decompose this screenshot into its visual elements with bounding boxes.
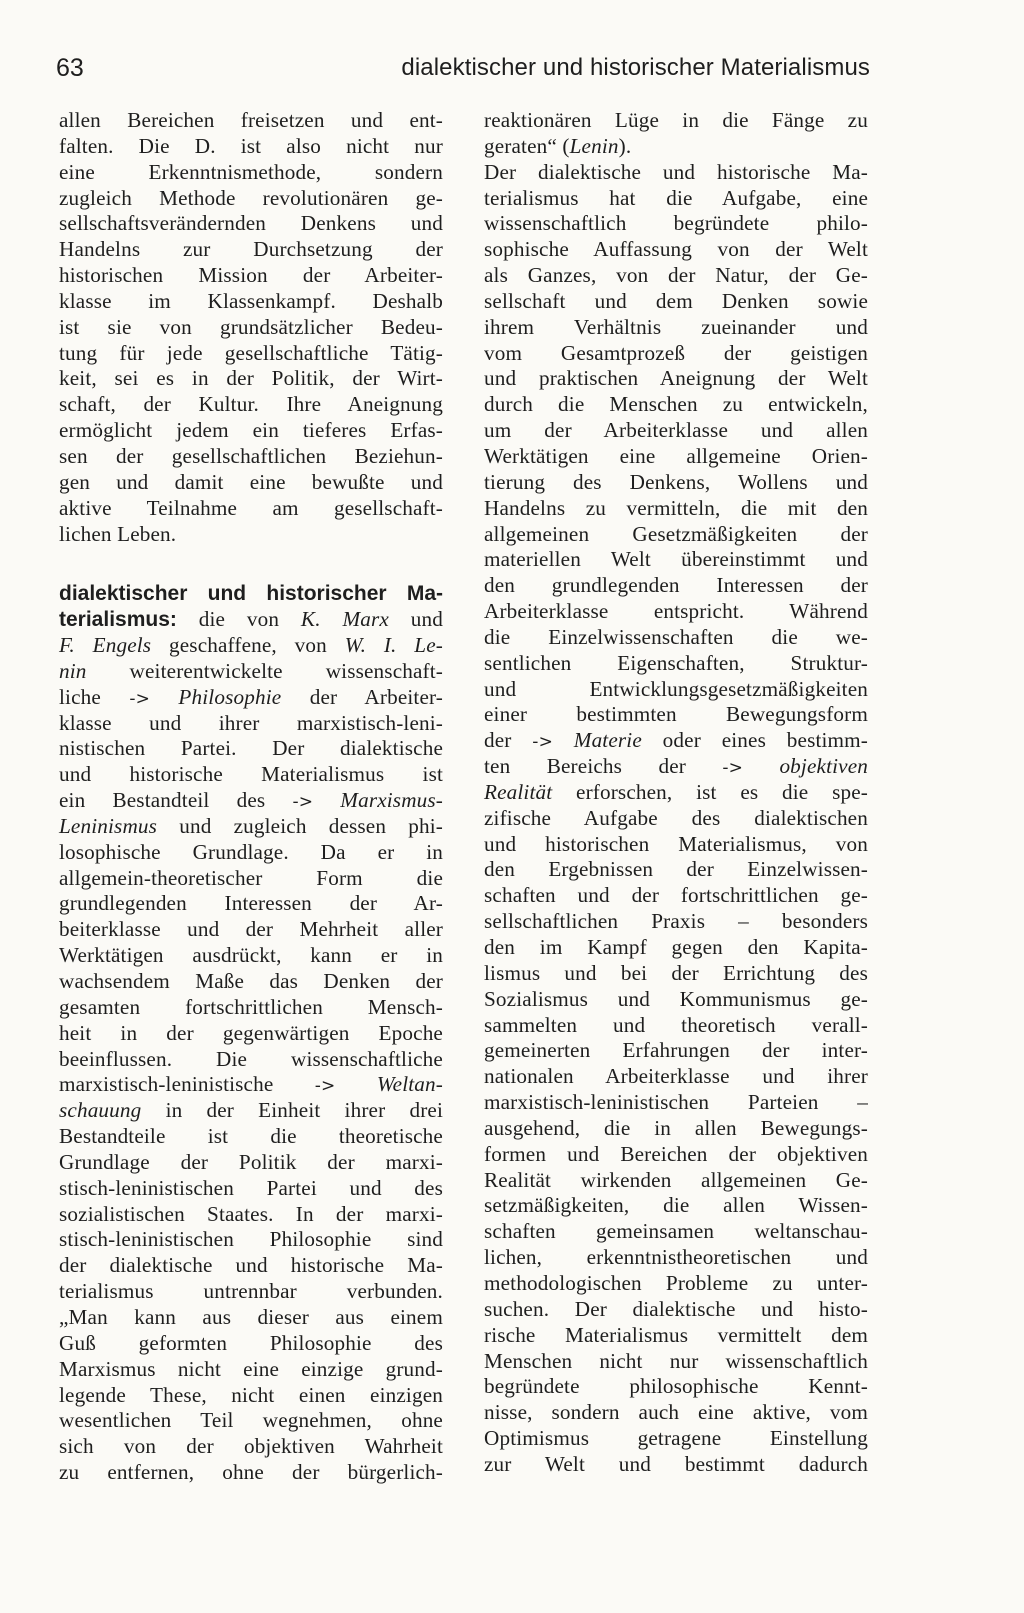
- entry-line: lismus und bei der Errichtung des: [484, 960, 868, 985]
- text-run: geraten“ (: [484, 133, 570, 158]
- entry-line: zu entfernen, ohne der bürgerlich-: [59, 1460, 443, 1485]
- text-run: liche: [59, 684, 130, 709]
- text-line: sellschaftsverändernden Denkens und: [59, 211, 443, 236]
- entry-line: [59, 814, 443, 840]
- text-line: ist sie von grundsätzlicher Bedeu-: [59, 314, 443, 339]
- text-line: keit, sei es in der Politik, der Wirt-: [59, 366, 443, 391]
- text-run: geschaffene, von: [151, 633, 345, 658]
- entry-line: vom Gesamtprozeß der geistigen: [484, 340, 868, 365]
- text-run: oder eines bestimm-: [641, 728, 868, 753]
- cross-reference-link[interactable]: Realität: [484, 779, 553, 804]
- entry-line: [484, 754, 868, 780]
- cross-reference-link[interactable]: Materie: [573, 728, 642, 753]
- entry-line: suchen. Der dialektische und histo-: [484, 1296, 868, 1321]
- person-reference: Lenin: [569, 133, 619, 158]
- cross-reference-link[interactable]: Weltan-: [376, 1072, 443, 1097]
- entry-line: begründete philosophische Kennt-: [484, 1374, 868, 1399]
- text-run: und: [388, 607, 443, 632]
- entry-line: der dialektische und historische Ma-: [59, 1253, 443, 1278]
- text-run: und zugleich dessen phi-: [157, 813, 443, 838]
- entry-line: tierung des Denkens, Wollens und: [484, 469, 868, 494]
- entry-line: ihrem Verhältnis zueinander und: [484, 314, 868, 339]
- entry-line: Arbeiterklasse entspricht. Während: [484, 599, 868, 624]
- entry-line: allgemeinen Gesetzmäßigkeiten der: [484, 521, 868, 546]
- entry-line: sellschaft und dem Denken sowie: [484, 288, 868, 313]
- text-line: gen und damit eine bewußte und: [59, 469, 443, 494]
- entry-line: setzmäßigkeiten, die allen Wissen-: [484, 1193, 868, 1218]
- text-line: historischen Mission der Arbeiter-: [59, 263, 443, 288]
- text-run: in der Einheit ihrer drei: [141, 1098, 443, 1123]
- entry-line: Werktätigen ausdrückt, kann er in: [59, 943, 443, 968]
- entry-line: beiterklasse und der Mehrheit aller: [59, 917, 443, 942]
- entry-line: sentlichen Eigenschaften, Struktur-: [484, 650, 868, 675]
- entry-line: losophische Grundlage. Da er in: [59, 839, 443, 864]
- text-run: die von: [176, 607, 301, 632]
- entry-line: wissenschaftlich begründete philo-: [484, 211, 868, 236]
- previous-entry-continuation: [59, 108, 443, 547]
- entry-line: grundlegenden Interessen der Ar-: [59, 891, 443, 916]
- text-line: aktive Teilnahme am gesellschaft-: [59, 495, 443, 520]
- entry-line: rische Materialismus vermittelt dem: [484, 1322, 868, 1347]
- entry-line: allgemein-theoretischer Form die: [59, 865, 443, 890]
- cross-reference-arrow-icon: ->: [314, 1076, 336, 1097]
- entry-line: gemeinerten Erfahrungen der inter-: [484, 1038, 868, 1063]
- text-line: ermöglicht jedem ein tieferes Erfas-: [59, 418, 443, 443]
- entry-line: die Einzelwissenschaften die we-: [484, 624, 868, 649]
- entry-line: gesamten fortschrittlichen Mensch-: [59, 994, 443, 1019]
- entry-line: um der Arbeiterklasse und allen: [484, 418, 868, 443]
- entry-line: stisch-leninistischen Philosophie sind: [59, 1227, 443, 1252]
- entry-line: nistischen Partei. Der dialektische: [59, 736, 443, 761]
- entry-line: zifische Aufgabe des dialektischen: [484, 805, 868, 830]
- entry-line: klasse und ihrer marxistisch-leni-: [59, 710, 443, 735]
- entry-line: Menschen nicht nur wissenschaftlich: [484, 1348, 868, 1373]
- entry-line: und Entwicklungsgesetzmäßigkeiten: [484, 676, 868, 701]
- entry-line: [59, 685, 443, 711]
- text-line: Handelns zur Durchsetzung der: [59, 237, 443, 262]
- entry-line: lichen, erkenntnistheoretischen und: [484, 1245, 868, 1270]
- text-line: allen Bereichen freisetzen und ent-: [59, 108, 443, 132]
- right-column: [484, 108, 868, 1478]
- entry-line: Marxismus nicht eine einzige grund-: [59, 1356, 443, 1381]
- text-line: sen der gesellschaftlichen Beziehun-: [59, 443, 443, 468]
- person-reference: nin: [59, 658, 87, 683]
- entry-line: sich von der objektiven Wahrheit: [59, 1434, 443, 1459]
- cross-reference-link[interactable]: Leninismus: [59, 813, 158, 838]
- entry-line: [59, 659, 443, 685]
- entry-line: den grundlegenden Interessen der: [484, 573, 868, 598]
- entry-line: [59, 633, 443, 659]
- text-run: ten Bereichs der: [484, 754, 723, 779]
- entry-line: sammelten und theoretisch verall-: [484, 1012, 868, 1037]
- left-column: [59, 108, 443, 1486]
- entry-line: den Ergebnissen der Einzelwissen-: [484, 857, 868, 882]
- entry-line: terialismus untrennbar verbunden.: [59, 1279, 443, 1304]
- person-reference: K. Marx: [300, 607, 389, 632]
- entry-line: wesentlichen Teil wegnehmen, ohne: [59, 1408, 443, 1433]
- entry-line: nationalen Arbeiterklasse und ihrer: [484, 1064, 868, 1089]
- entry-lemma: dialektischer und historischer Ma-: [59, 582, 443, 606]
- entry-line: Werktätigen eine allgemeine Orien-: [484, 443, 868, 468]
- entry-line: schaften und der fortschrittlichen ge-: [484, 883, 868, 908]
- entry-line: Realität wirkenden allgemeinen Ge-: [484, 1167, 868, 1192]
- cross-reference-arrow-icon: ->: [129, 688, 151, 709]
- text-line: eine Erkenntnismethode, sondern: [59, 159, 443, 184]
- entry-line: Handelns zu vermitteln, die mit den: [484, 495, 868, 520]
- person-reference: F. Engels: [59, 633, 152, 658]
- entry-line: als Ganzes, von der Natur, der Ge-: [484, 263, 868, 288]
- entry-line: Der dialektische und historische Ma-: [484, 159, 868, 184]
- entry-line: materiellen Welt übereinstimmt und: [484, 547, 868, 572]
- entry-line: sozialistischen Staates. In der marxi-: [59, 1201, 443, 1226]
- text-run: ein Bestandteil des: [59, 788, 293, 813]
- dictionary-entry: [59, 581, 443, 1486]
- text-run: marxistisch-leninistische: [59, 1072, 315, 1097]
- entry-line: Guß geformten Philosophie des: [59, 1330, 443, 1355]
- entry-line: „Man kann aus dieser aus einem: [59, 1304, 443, 1329]
- entry-line: [484, 728, 868, 754]
- text-run: der: [484, 728, 533, 753]
- entry-line: ausgehend, die in allen Bewegungs-: [484, 1115, 868, 1140]
- entry-line: sellschaftlichen Praxis – besonders: [484, 909, 868, 934]
- entry-line: den im Kampf gegen den Kapita-: [484, 935, 868, 959]
- entry-line: und historische Materialismus ist: [59, 762, 443, 787]
- entry-line: marxistisch-leninistischen Parteien –: [484, 1090, 868, 1115]
- entry-line: wachsendem Maße das Denken der: [59, 969, 443, 993]
- entry-line: und praktischen Aneignung der Welt: [484, 366, 868, 391]
- text-line: klasse im Klassenkampf. Deshalb: [59, 288, 443, 313]
- entry-line: und historischen Materialismus, von: [484, 831, 868, 856]
- entry-line: terialismus hat die Aufgabe, eine: [484, 185, 868, 210]
- cross-reference-link[interactable]: Marxismus-: [340, 788, 444, 813]
- entry-line: Grundlage der Politik der marxi-: [59, 1149, 443, 1174]
- text-run: ).: [618, 133, 632, 158]
- entry-line: reaktionären Lüge in die Fänge zu: [484, 108, 868, 132]
- entry-line: sophische Auffassung von der Welt: [484, 237, 868, 262]
- entry-line: [484, 780, 868, 806]
- text-line: tung für jede gesellschaftliche Tätig-: [59, 340, 443, 365]
- text-run: erforschen, ist es die spe-: [552, 779, 868, 804]
- cross-reference-link[interactable]: schauung: [59, 1098, 142, 1123]
- entry-lemma: terialismus:: [59, 608, 177, 632]
- entry-line: durch die Menschen zu entwickeln,: [484, 392, 868, 417]
- page-header: [56, 52, 870, 92]
- cross-reference-arrow-icon: ->: [532, 732, 553, 753]
- entry-line: formen und Bereichen der objektiven: [484, 1141, 868, 1166]
- entry-line: Bestandteile ist die theoretische: [59, 1124, 443, 1149]
- text-line: lichen Leben.: [59, 521, 177, 546]
- entry-line: [59, 788, 443, 814]
- page-number: 63: [56, 54, 84, 82]
- entry-line: zur Welt und bestimmt dadurch: [484, 1451, 868, 1476]
- text-run: weiterentwickelte wissenschaft-: [86, 658, 443, 683]
- person-reference: W. I. Le-: [344, 633, 443, 658]
- text-line: zugleich Methode revolutionären ge-: [59, 185, 443, 210]
- cross-reference-link[interactable]: Philosophie: [178, 684, 282, 709]
- cross-reference-arrow-icon: ->: [722, 758, 744, 779]
- entry-line: Sozialismus und Kommunismus ge-: [484, 986, 868, 1011]
- entry-line: legende These, nicht einen einzigen: [59, 1382, 443, 1407]
- entry-line: [59, 1098, 443, 1124]
- entry-line: schaften gemeinsamen weltanschau-: [484, 1219, 868, 1244]
- entry-line: methodologischen Probleme zu unter-: [484, 1270, 868, 1295]
- entry-line: beeinflussen. Die wissenschaftliche: [59, 1046, 443, 1071]
- cross-reference-link[interactable]: objektiven: [779, 754, 868, 779]
- entry-line: [59, 1072, 443, 1098]
- text-line: schaft, der Kultur. Ihre Aneignung: [59, 392, 443, 417]
- entry-line: Optimismus getragene Einstellung: [484, 1426, 868, 1451]
- entry-line: einer bestimmten Bewegungsform: [484, 702, 868, 727]
- entry-line: [59, 607, 443, 633]
- running-head: dialektischer und historischer Materialismus: [401, 54, 870, 81]
- entry-line: stisch-leninistischen Partei und des: [59, 1175, 443, 1200]
- entry-line: nisse, sondern auch eine aktive, vom: [484, 1400, 868, 1425]
- text-run: der Arbeiter-: [281, 684, 443, 709]
- entry-line: [484, 134, 868, 160]
- entry-line: [59, 581, 443, 607]
- text-line: falten. Die D. ist also nicht nur: [59, 133, 443, 158]
- cross-reference-arrow-icon: ->: [292, 792, 314, 813]
- entry-line: heit in der gegenwärtigen Epoche: [59, 1020, 443, 1045]
